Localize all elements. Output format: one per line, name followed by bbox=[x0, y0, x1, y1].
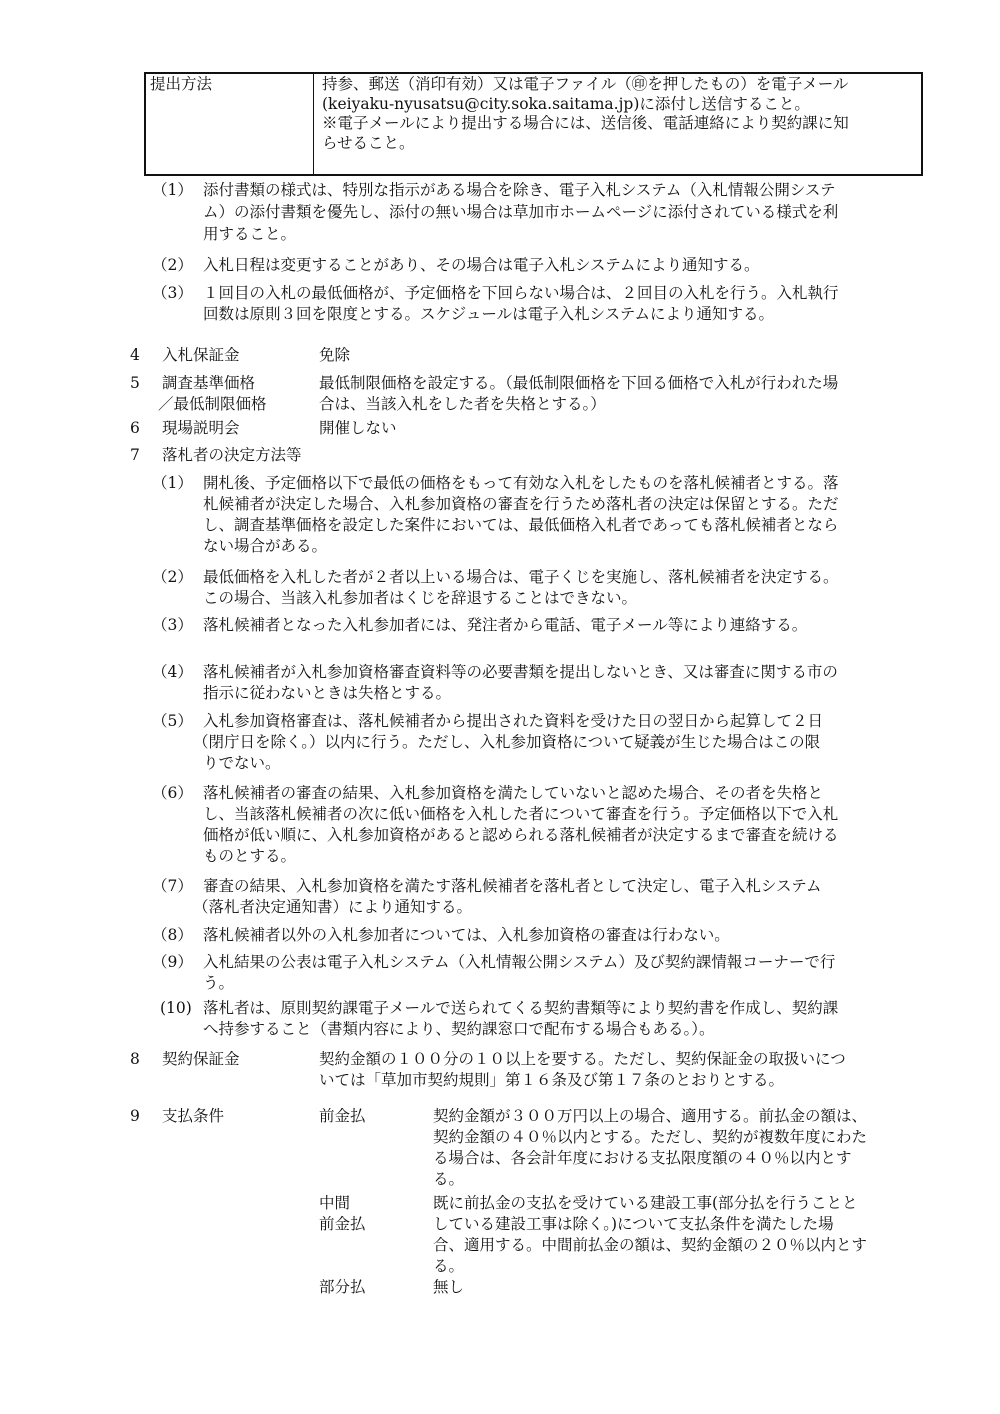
section-value: いては「草加市契約規則」第１６条及び第１７条のとおりとする。 bbox=[319, 1071, 785, 1089]
section-value: 契約金額の１００分の１０以上を要する。ただし、契約保証金の取扱いにつ bbox=[319, 1050, 846, 1068]
payment-type-label: 前金払 bbox=[319, 1107, 366, 1125]
payment-type-line: 無し bbox=[433, 1278, 465, 1296]
note-line: 用すること。 bbox=[203, 225, 297, 243]
item-line: う。 bbox=[203, 974, 235, 992]
payment-type-line: している建設工事は除く。)について支払条件を満たした場 bbox=[433, 1215, 834, 1233]
item-line: 落札候補者以外の入札参加者については、入札参加資格の審査は行わない。 bbox=[203, 926, 730, 944]
item-line: （閉庁日を除く。）以内に行う。ただし、入札参加資格について疑義が生じた場合はこの限 bbox=[193, 733, 821, 751]
submission-line: ※電子メールにより提出する場合には、送信後、電話連絡により契約課に知 bbox=[322, 114, 849, 132]
item-line: へ持参すること（書類内容により、契約課窓口で配布する場合もある。）。 bbox=[203, 1020, 715, 1038]
item-number: （9） bbox=[152, 953, 193, 971]
section-number: 5 bbox=[130, 374, 140, 392]
item-line: この場合、当該入札参加者はくじを辞退することはできない。 bbox=[203, 589, 638, 607]
note-line: 入札日程は変更することがあり、その場合は電子入札システムにより通知する。 bbox=[203, 256, 760, 274]
item-number: （6） bbox=[152, 784, 193, 802]
item-line: 開札後、予定価格以下で最低の価格をもって有効な入札をしたものを落札候補者とする。落 bbox=[203, 474, 839, 492]
section-value: 開催しない bbox=[319, 419, 397, 437]
section-number: 4 bbox=[130, 346, 140, 364]
item-number: （3） bbox=[152, 616, 193, 634]
note-line: 回数は原則３回を限度とする。スケジュールは電子入札システムにより通知する。 bbox=[203, 305, 775, 323]
note-line: １回目の入札の最低価格が、予定価格を下回らない場合は、２回目の入札を行う。入札執行 bbox=[203, 284, 839, 302]
item-number: (10) bbox=[160, 999, 192, 1017]
section-label: 調査基準価格 bbox=[162, 374, 256, 392]
payment-type-label: 前金払 bbox=[319, 1215, 366, 1233]
item-line: ない場合がある。 bbox=[203, 537, 328, 555]
item-line: 入札結果の公表は電子入札システム（入札情報公開システム）及び契約課情報コーナーで行 bbox=[203, 953, 836, 971]
payment-type-label: 中間 bbox=[319, 1194, 351, 1212]
note-line: 添付書類の様式は、特別な指示がある場合を除き、電子入札システム（入札情報公開システ bbox=[203, 181, 836, 199]
section-label: 契約保証金 bbox=[162, 1050, 240, 1068]
item-line: 最低価格を入札した者が２者以上いる場合は、電子くじを実施し、落札候補者を決定する。 bbox=[203, 568, 839, 586]
payment-type-line: 合、適用する。中間前払金の額は、契約金額の２０％以内とす bbox=[433, 1236, 868, 1254]
section-label: ／最低制限価格 bbox=[158, 395, 267, 413]
item-line: し、調査基準価格を設定した案件においては、最低価格入札者であっても落札候補者となら bbox=[203, 516, 839, 534]
payment-type-line: る。 bbox=[433, 1257, 465, 1275]
payment-type-line: 既に前払金の支払を受けている建設工事(部分払を行うことと bbox=[433, 1194, 858, 1212]
item-line: 落札候補者の審査の結果、入札参加資格を満たしていないと認めた場合、その者を失格と bbox=[203, 784, 824, 802]
section-value: 最低制限価格を設定する。（最低制限価格を下回る価格で入札が行われた場 bbox=[319, 374, 839, 392]
item-line: （落札者決定通知書）により通知する。 bbox=[193, 898, 473, 916]
submission-line: らせること。 bbox=[322, 133, 415, 152]
section-number: 9 bbox=[130, 1107, 140, 1125]
item-line: 指示に従わないときは失格とする。 bbox=[203, 684, 452, 702]
submission-line: (keiyaku-nyusatsu@city.soka.saitama.jp)に添付し送信すること。 bbox=[322, 94, 810, 113]
section-label: 支払条件 bbox=[162, 1107, 225, 1125]
item-line: りでない。 bbox=[203, 754, 281, 772]
submission-method-table bbox=[144, 72, 923, 176]
section-label: 落札者の決定方法等 bbox=[162, 446, 302, 464]
item-number: （8） bbox=[152, 926, 193, 944]
note-line: ム）の添付書類を優先し、添付の無い場合は草加市ホームページに添付されている様式を利 bbox=[203, 203, 839, 221]
payment-type-line: 契約金額が３００万円以上の場合、適用する。前払金の額は、 bbox=[433, 1107, 868, 1125]
item-number: （2） bbox=[152, 568, 193, 586]
section-number: 8 bbox=[130, 1050, 140, 1068]
payment-type-line: る場合は、各会計年度における支払限度額の４０％以内とす bbox=[433, 1149, 852, 1167]
section-number: 6 bbox=[130, 419, 140, 437]
item-number: （4） bbox=[152, 663, 193, 681]
note-number: （2） bbox=[152, 256, 193, 274]
note-number: （3） bbox=[152, 284, 193, 302]
submission-line: 持参、郵送（消印有効）又は電子ファイル（㊞を押したもの）を電子メール bbox=[322, 75, 849, 93]
note-number: （1） bbox=[152, 181, 193, 199]
item-number: （5） bbox=[152, 712, 193, 730]
section-number: 7 bbox=[130, 446, 140, 464]
payment-type-line: る。 bbox=[433, 1170, 465, 1188]
payment-type-line: 契約金額の４０％以内とする。ただし、契約が複数年度にわた bbox=[433, 1128, 868, 1146]
item-number: （7） bbox=[152, 877, 193, 895]
item-line: 落札候補者となった入札参加者には、発注者から電話、電子メール等により連絡する。 bbox=[203, 616, 808, 634]
item-number: （1） bbox=[152, 474, 193, 492]
item-line: ものとする。 bbox=[203, 847, 297, 865]
item-line: し、当該落札候補者の次に低い価格を入札した者について審査を行う。予定価格以下で入札 bbox=[203, 805, 839, 823]
section-value: 免除 bbox=[319, 346, 351, 364]
item-line: 落札者は、原則契約課電子メールで送られてくる契約書類等により契約書を作成し、契約課 bbox=[203, 999, 839, 1017]
item-line: 審査の結果、入札参加資格を満たす落札候補者を落札者として決定し、電子入札システム bbox=[203, 877, 822, 895]
submission-method-body bbox=[318, 74, 921, 154]
section-value: 合は、当該入札をした者を失格とする。） bbox=[319, 395, 606, 413]
item-line: 札候補者が決定した場合、入札参加資格の審査を行うため落札者の決定は保留とする。ただ bbox=[203, 495, 839, 513]
submission-method-label: 提出方法 bbox=[146, 74, 314, 174]
payment-type-label: 部分払 bbox=[319, 1278, 366, 1296]
section-label: 入札保証金 bbox=[162, 346, 240, 364]
item-line: 落札候補者が入札参加資格審査資料等の必要書類を提出しないとき、又は審査に関する市の bbox=[203, 663, 838, 681]
item-line: 価格が低い順に、入札参加資格があると認められる落札候補者が決定するまで審査を続ける bbox=[203, 826, 839, 844]
item-line: 入札参加資格審査は、落札候補者から提出された資料を受けた日の翌日から起算して２日 bbox=[203, 712, 824, 730]
section-label: 現場説明会 bbox=[162, 419, 240, 437]
